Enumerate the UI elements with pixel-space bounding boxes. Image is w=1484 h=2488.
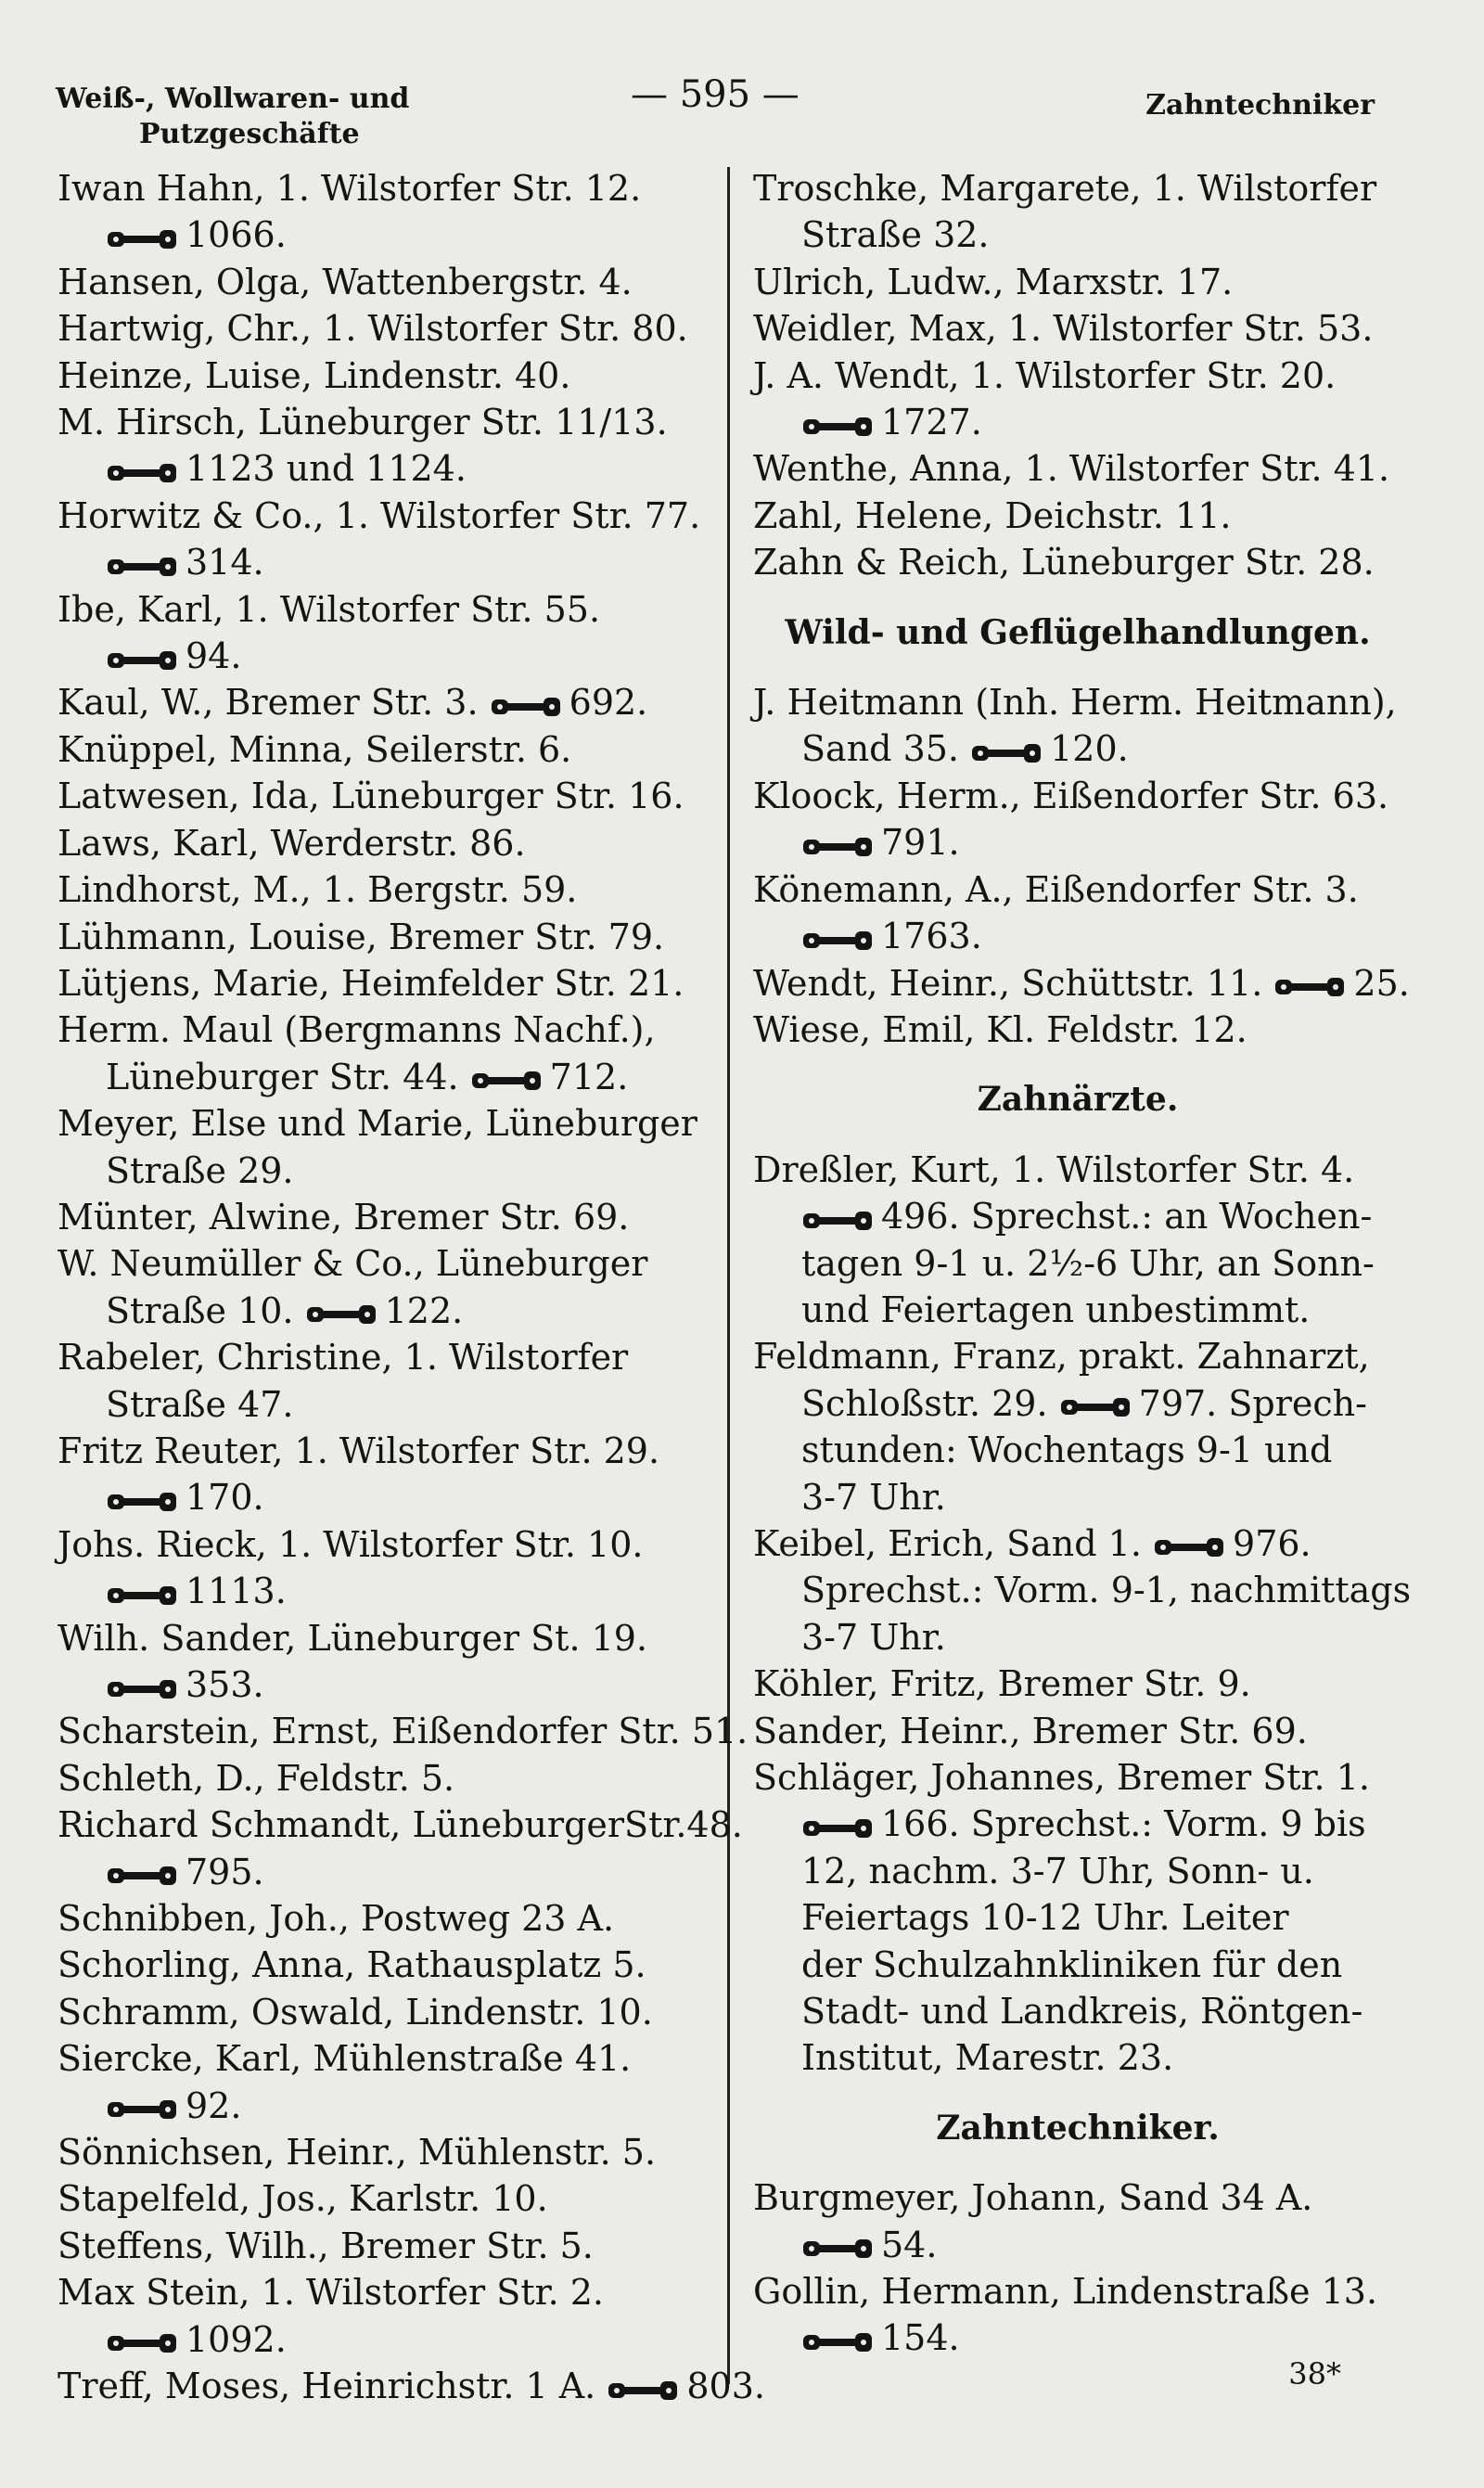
entry-note: und Feiertagen unbestimmt. [801, 1289, 1311, 1330]
phone-line [753, 913, 1402, 959]
phone-number: 712. [549, 1056, 629, 1097]
phone-line [58, 1474, 721, 1520]
directory-entry [58, 1802, 743, 1895]
telephone-receiver-icon [1153, 1533, 1229, 1560]
directory-entry [753, 1007, 1402, 1053]
entry-text: Laws, Karl, Werderstr. 86. [58, 822, 526, 864]
left-column [58, 165, 765, 2410]
entry-note: Feiertags 10-12 Uhr. Leiter [801, 1897, 1289, 1939]
directory-entry [753, 2174, 1402, 2268]
entry-line [58, 1288, 721, 1334]
entry-line [58, 1802, 743, 1848]
entry-text: Latwesen, Ida, Lüneburger Str. 16. [58, 776, 684, 817]
entry-text: Münter, Alwine, Bremer Str. 69. [58, 1196, 630, 1238]
entry-line [58, 1615, 721, 1661]
telephone-receiver-icon [106, 1581, 182, 1609]
section-heading: Zahnärzte. [977, 1080, 1179, 1120]
entry-note: stunden: Wochentags 9-1 und [801, 1430, 1333, 1471]
phone-line [58, 212, 721, 258]
directory-entry [58, 1334, 721, 1428]
directory-entry [58, 1895, 721, 1942]
phone-line [58, 1661, 721, 1708]
directory-entry [753, 1661, 1402, 1707]
entry-line [753, 353, 1402, 399]
entry-line [753, 2174, 1402, 2221]
entry-text: Johs. Rieck, 1. Wilstorfer Str. 10. [58, 1523, 644, 1565]
entry-text: Wiese, Emil, Kl. Feldstr. 12. [753, 1008, 1247, 1050]
phone-number: 94. [186, 635, 242, 677]
directory-entry [58, 353, 721, 399]
entry-line [58, 820, 721, 866]
phone-line [58, 445, 721, 492]
directory-entry [753, 445, 1402, 492]
directory-entry [58, 305, 721, 352]
directory-entry [753, 493, 1402, 539]
section-heading: Zahntechniker. [936, 2108, 1220, 2148]
directory-entry [58, 259, 721, 305]
directory-entry [753, 679, 1402, 773]
directory-entry [753, 1708, 1402, 1754]
entry-text: Gollin, Hermann, Lindenstraße 13. [753, 2271, 1378, 2313]
entry-line [58, 399, 721, 445]
directory-entry [753, 1333, 1402, 1520]
directory-entry [58, 2035, 721, 2129]
entry-text: Ibe, Karl, 1. Wilstorfer Str. 55. [58, 588, 601, 630]
phone-number: 803. [686, 2366, 765, 2407]
directory-entry [58, 1755, 721, 1802]
right-column [753, 165, 1412, 2362]
phone-line [58, 539, 721, 585]
phone-number: 122. [384, 1289, 464, 1331]
entry-text: Wendt, Heinr., Schüttstr. 11. [753, 962, 1263, 1004]
phone-line [753, 819, 1402, 866]
entry-text: Wilh. Sander, Lüneburger St. 19. [58, 1617, 648, 1659]
entry-line [58, 1148, 721, 1194]
telephone-receiver-icon [106, 646, 182, 673]
phone-number: 353. [186, 1664, 264, 1705]
phone-number: 791. [881, 822, 960, 864]
entry-line [753, 679, 1402, 725]
directory-entry [58, 1615, 721, 1709]
entry-text: Könemann, A., Eißendorfer Str. 3. [753, 868, 1359, 910]
entry-note: Institut, Marestr. 23. [801, 2037, 1174, 2079]
phone-number: 92. [186, 2084, 242, 2126]
phone-number: 1123 und 1124. [186, 448, 467, 490]
entry-note: Stadt- und Landkreis, Röntgen- [801, 1991, 1363, 2033]
phone-line [58, 1849, 721, 1895]
entry-text: Zahl, Helene, Deichstr. 11. [753, 494, 1232, 536]
entry-text: Troschke, Margarete, 1. Wilstorfer [753, 168, 1377, 209]
entry-line [58, 353, 721, 399]
entry-line [58, 493, 721, 539]
entry-line [58, 1007, 721, 1053]
entry-line [753, 1007, 1402, 1053]
entry-note: tagen 9-1 u. 2½-6 Uhr, an Sonn- [801, 1242, 1375, 1284]
directory-entry [58, 1708, 748, 1754]
directory-entry [58, 1007, 721, 1100]
directory-entry [58, 1521, 721, 1615]
entry-line [58, 1755, 721, 1802]
entry-text: Schramm, Oswald, Lindenstr. 10. [58, 1991, 653, 2033]
section-heading: Wild- und Geflügelhandlungen. [785, 612, 1371, 652]
directory-entry [58, 726, 721, 773]
entry-text: Siercke, Karl, Mühlenstraße 41. [58, 2038, 632, 2080]
entry-line [58, 2129, 721, 2175]
telephone-receiver-icon [470, 1066, 546, 1094]
entry-line [58, 259, 721, 305]
entry-line [58, 1194, 721, 1240]
directory-entry [58, 1989, 721, 2035]
entry-line [58, 1100, 721, 1147]
entry-text: Max Stein, 1. Wilstorfer Str. 2. [58, 2272, 604, 2314]
entry-text: Heinze, Luise, Lindenstr. 40. [58, 354, 571, 396]
entry-text: Rabeler, Christine, 1. Wilstorfer [58, 1337, 629, 1379]
directory-entry [58, 399, 721, 493]
phone-line [58, 2316, 721, 2363]
entry-line [58, 1942, 721, 1988]
page-number: — 595 — [631, 73, 800, 116]
directory-entry [58, 1240, 721, 1334]
entry-text: Sand 35. [801, 728, 959, 770]
entry-line [753, 305, 1402, 352]
entry-line [753, 259, 1402, 305]
entry-line [753, 1380, 1402, 1427]
telephone-receiver-icon [106, 2328, 182, 2356]
directory-entry [58, 2363, 765, 2409]
telephone-receiver-icon [106, 224, 182, 252]
phone-number: 1727. [881, 402, 982, 443]
entry-text: Herm. Maul (Bergmanns Nachf.), [58, 1009, 656, 1051]
entry-text: Schorling, Anna, Rathausplatz 5. [58, 1944, 646, 1986]
telephone-receiver-icon [801, 926, 877, 954]
entry-line [58, 914, 721, 960]
directory-entry [58, 2223, 721, 2269]
directory-entry [58, 1942, 721, 1988]
entry-text: Ulrich, Ludw., Marxstr. 17. [753, 261, 1234, 302]
entry-line [753, 445, 1402, 492]
telephone-receiver-icon [801, 832, 877, 860]
phone-line [753, 1193, 1402, 1239]
header-left-line1: Weiß-, Wollwaren- und [56, 83, 410, 115]
phone-number: 1113. [186, 1571, 287, 1612]
entry-line [753, 165, 1402, 212]
directory-entry [58, 773, 721, 819]
directory-entry [58, 2175, 721, 2222]
phone-number: 154. [881, 2317, 960, 2359]
entry-note: Sprechst.: Vorm. 9-1, nachmittags [801, 1570, 1412, 1611]
phone-number: 795. [186, 1851, 264, 1892]
entry-text: Schloßstr. 29. [801, 1382, 1048, 1424]
entry-text: Hartwig, Chr., 1. Wilstorfer Str. 80. [58, 308, 688, 350]
entry-text: Scharstein, Ernst, Eißendorfer Str. 51. [58, 1711, 748, 1752]
entry-text: Dreßler, Kurt, 1. Wilstorfer Str. 4. [753, 1148, 1355, 1190]
entry-line [58, 2175, 721, 2222]
directory-entry [58, 914, 721, 960]
entry-text: Schnibben, Joh., Postweg 23 A. [58, 1898, 615, 1940]
entry-text: Horwitz & Co., 1. Wilstorfer Str. 77. [58, 494, 701, 536]
entry-text: Sönnichsen, Heinr., Mühlenstr. 5. [58, 2132, 657, 2174]
phone-number: 314. [186, 542, 264, 584]
directory-entry [58, 493, 721, 586]
column-divider [727, 167, 730, 2384]
entry-text: M. Hirsch, Lüneburger Str. 11/13. [58, 402, 668, 443]
entry-text: Stapelfeld, Jos., Karlstr. 10. [58, 2178, 548, 2220]
directory-entry [58, 1194, 721, 1240]
header-left-line2: Putzgeschäfte [139, 118, 360, 150]
entry-text: Straße 29. [106, 1149, 294, 1191]
directory-entry [753, 539, 1402, 585]
phone-line [753, 399, 1402, 445]
entry-text: Treff, Moses, Heinrichstr. 1 A. [58, 2366, 596, 2407]
entry-text: Knüppel, Minna, Seilerstr. 6. [58, 728, 572, 770]
phone-number: 120. [1050, 728, 1129, 770]
entry-text: Lütjens, Marie, Heimfelder Str. 21. [58, 962, 684, 1004]
entry-note: 3-7 Uhr. [801, 1476, 946, 1518]
entry-text: Straße 32. [801, 214, 990, 256]
entry-text: J. A. Wendt, 1. Wilstorfer Str. 20. [753, 354, 1337, 396]
phone-number: 1066. [186, 214, 287, 256]
entry-note: 3-7 Uhr. [801, 1616, 946, 1658]
telephone-receiver-icon [106, 2095, 182, 2122]
telephone-receiver-icon [607, 2376, 683, 2404]
entry-line [58, 1240, 721, 1287]
directory-entry [753, 866, 1402, 960]
entry-text: Keibel, Erich, Sand 1. [753, 1522, 1142, 1564]
entry-text: Kaul, W., Bremer Str. 3. [58, 682, 479, 724]
entry-line [753, 1661, 1402, 1707]
entry-text: Iwan Hahn, 1. Wilstorfer Str. 12. [58, 168, 642, 209]
entry-line [58, 586, 721, 633]
entry-line [58, 960, 721, 1007]
entry-line [753, 960, 1410, 1007]
entry-line [753, 493, 1402, 539]
entry-line [753, 1147, 1402, 1193]
entry-line [753, 1333, 1402, 1379]
telephone-receiver-icon [1273, 972, 1350, 1000]
entry-text: Schläger, Johannes, Bremer Str. 1. [753, 1757, 1370, 1798]
running-header-right: Zahntechniker [1145, 89, 1375, 122]
entry-line [753, 1754, 1402, 1801]
entry-line [753, 773, 1402, 819]
entry-text: Kloock, Herm., Eißendorfer Str. 63. [753, 775, 1389, 816]
entry-text: J. Heitmann (Inh. Herm. Heitmann), [753, 682, 1397, 724]
telephone-receiver-icon [106, 552, 182, 580]
directory-entry [753, 773, 1402, 866]
entry-text: Straße 10. [106, 1289, 294, 1331]
phone-number: 797. Sprech- [1138, 1382, 1367, 1424]
phone-line [58, 2083, 721, 2129]
telephone-receiver-icon [801, 1814, 877, 1841]
directory-entry [753, 165, 1402, 259]
directory-entry [753, 259, 1402, 305]
entry-text: Köhler, Fritz, Bremer Str. 9. [753, 1663, 1251, 1705]
entry-text: Lühmann, Louise, Bremer Str. 79. [58, 916, 665, 957]
entry-note: der Schulzahnkliniken für den [801, 1943, 1343, 1985]
entry-text: Fritz Reuter, 1. Wilstorfer Str. 29. [58, 1430, 660, 1471]
directory-entry [753, 960, 1410, 1007]
telephone-receiver-icon [106, 1674, 182, 1702]
directory-entry [753, 1520, 1412, 1661]
telephone-receiver-icon [106, 1487, 182, 1515]
entry-text: Richard Schmandt, LüneburgerStr.48. [58, 1804, 743, 1846]
phone-number: 496. Sprechst.: an Wochen- [881, 1196, 1373, 1238]
entry-line [58, 679, 721, 725]
entry-text: Wenthe, Anna, 1. Wilstorfer Str. 41. [753, 448, 1390, 490]
entry-line [753, 725, 1402, 772]
directory-entry [753, 2268, 1402, 2362]
entry-line [58, 2363, 765, 2409]
entry-line [753, 212, 1402, 258]
entry-text: Weidler, Max, 1. Wilstorfer Str. 53. [753, 308, 1374, 350]
entry-line [58, 305, 721, 352]
phone-line [58, 1568, 721, 1614]
entry-line [58, 1381, 721, 1428]
directory-entry [753, 305, 1402, 352]
entry-line [58, 2035, 721, 2082]
phone-number: 1092. [186, 2318, 287, 2360]
entry-text: Schleth, D., Feldstr. 5. [58, 1757, 455, 1799]
entry-text: Meyer, Else und Marie, Lüneburger [58, 1103, 697, 1145]
entry-line [58, 1428, 721, 1474]
directory-entry [58, 165, 721, 259]
entry-line [58, 1334, 721, 1380]
telephone-receiver-icon [801, 1206, 877, 1234]
phone-number: 976. [1233, 1522, 1311, 1564]
entry-text: Sander, Heinr., Bremer Str. 69. [753, 1710, 1308, 1751]
entry-line [58, 1989, 721, 2035]
entry-line [753, 2268, 1402, 2315]
directory-entry [58, 866, 721, 913]
entry-text: Lindhorst, M., 1. Bergstr. 59. [58, 869, 578, 911]
directory-entry [58, 2129, 721, 2175]
entry-line [753, 1708, 1402, 1754]
entry-line [58, 773, 721, 819]
telephone-receiver-icon [106, 458, 182, 486]
phone-number: 54. [881, 2224, 938, 2265]
phone-number: 25. [1353, 962, 1410, 1004]
entry-note: 12, nachm. 3-7 Uhr, Sonn- u. [801, 1850, 1314, 1892]
directory-entry [753, 1754, 1402, 2082]
telephone-receiver-icon [1059, 1392, 1135, 1420]
entry-text: W. Neumüller & Co., Lüneburger [58, 1243, 648, 1285]
phone-line [753, 2315, 1402, 2361]
entry-text: Lüneburger Str. 44. [106, 1056, 459, 1097]
directory-entry [58, 820, 721, 866]
directory-entry [58, 2269, 721, 2363]
directory-entry [58, 1100, 721, 1194]
entry-text: Zahn & Reich, Lüneburger Str. 28. [753, 542, 1375, 584]
entry-line [753, 1520, 1402, 1567]
telephone-receiver-icon [801, 2234, 877, 2262]
directory-entry [58, 679, 721, 725]
telephone-receiver-icon [801, 412, 877, 440]
entry-line [58, 1054, 721, 1100]
phone-number: 166. Sprechst.: Vorm. 9 bis [881, 1803, 1366, 1845]
directory-entry [753, 1147, 1402, 1334]
directory-entry [58, 586, 721, 680]
entry-line [58, 1895, 721, 1942]
entry-line [58, 866, 721, 913]
directory-entry [58, 960, 721, 1007]
entry-text: Hansen, Olga, Wattenbergstr. 4. [58, 261, 633, 302]
telephone-receiver-icon [970, 738, 1046, 766]
phone-number: 170. [186, 1477, 264, 1519]
entry-text: Steffens, Wilh., Bremer Str. 5. [58, 2225, 594, 2266]
running-header-left [56, 82, 409, 152]
phone-line [58, 633, 721, 679]
entry-line [753, 539, 1402, 585]
entry-line [58, 1708, 748, 1754]
phone-number: 1763. [881, 916, 982, 957]
entry-text: Burgmeyer, Johann, Sand 34 A. [753, 2177, 1313, 2219]
entry-line [58, 1521, 721, 1568]
phone-line [753, 2222, 1402, 2268]
telephone-receiver-icon [490, 692, 566, 720]
phone-number: 692. [569, 682, 648, 724]
entry-line [58, 2223, 721, 2269]
telephone-receiver-icon [801, 2328, 877, 2355]
entry-line [58, 2269, 721, 2315]
entry-line [58, 726, 721, 773]
entry-text: Feldmann, Franz, prakt. Zahnarzt, [753, 1336, 1370, 1378]
entry-line [58, 165, 721, 212]
signature-mark: 38* [1288, 2356, 1341, 2392]
telephone-receiver-icon [305, 1300, 381, 1327]
directory-entry [753, 353, 1402, 446]
entry-line [753, 866, 1402, 913]
entry-text: Straße 47. [106, 1383, 294, 1425]
directory-entry [58, 1428, 721, 1521]
phone-line [753, 1801, 1402, 1847]
telephone-receiver-icon [106, 1861, 182, 1889]
